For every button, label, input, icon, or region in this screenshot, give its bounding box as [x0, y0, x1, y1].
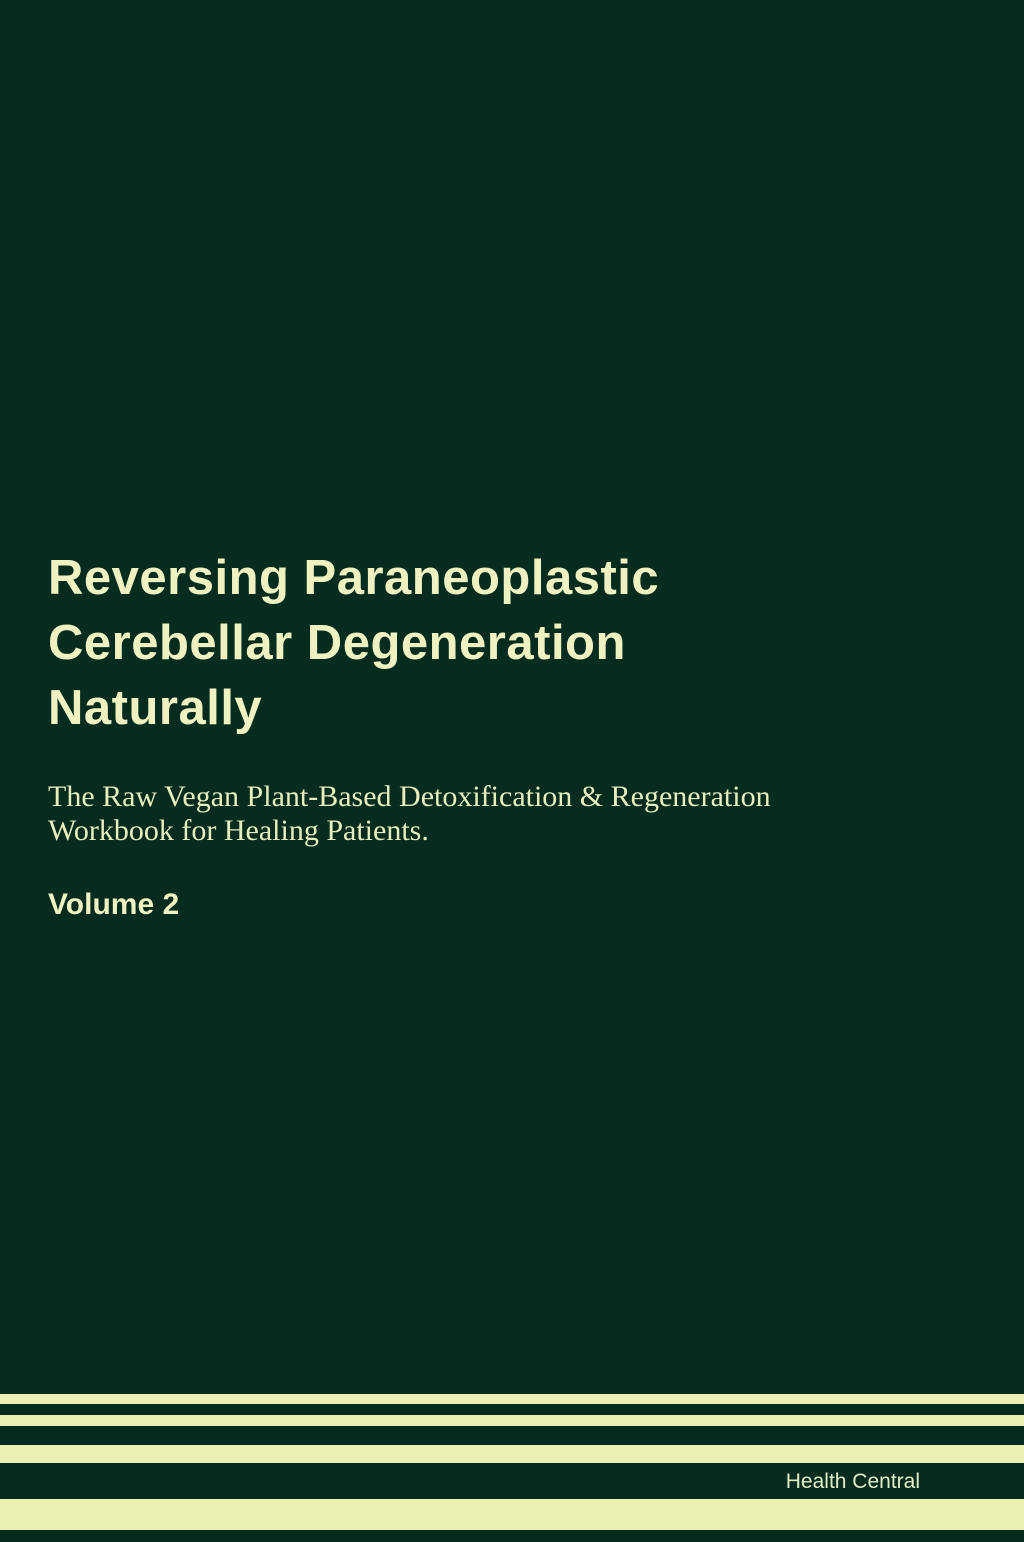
- volume-label: Volume 2: [48, 888, 180, 921]
- book-subtitle: [48, 780, 771, 848]
- book-title: [48, 546, 659, 741]
- book-title-line-3: Naturally: [48, 681, 263, 735]
- book-subtitle-line-2: Workbook for Healing Patients.: [48, 814, 429, 847]
- publisher-band: [0, 1463, 1024, 1499]
- footer-stripe-thin-2: [0, 1415, 1024, 1426]
- book-title-line-1: Reversing Paraneoplastic: [48, 551, 660, 605]
- footer-stripe-thin-3: [0, 1445, 1024, 1463]
- book-subtitle-line-1: The Raw Vegan Plant-Based Detoxification & Regeneration: [48, 780, 771, 813]
- footer-stripe-wide: [0, 1499, 1024, 1530]
- book-title-line-2: Cerebellar Degeneration: [48, 616, 626, 670]
- footer-stripe-thin-1: [0, 1394, 1024, 1404]
- publisher-name: Health Central: [785, 1469, 920, 1493]
